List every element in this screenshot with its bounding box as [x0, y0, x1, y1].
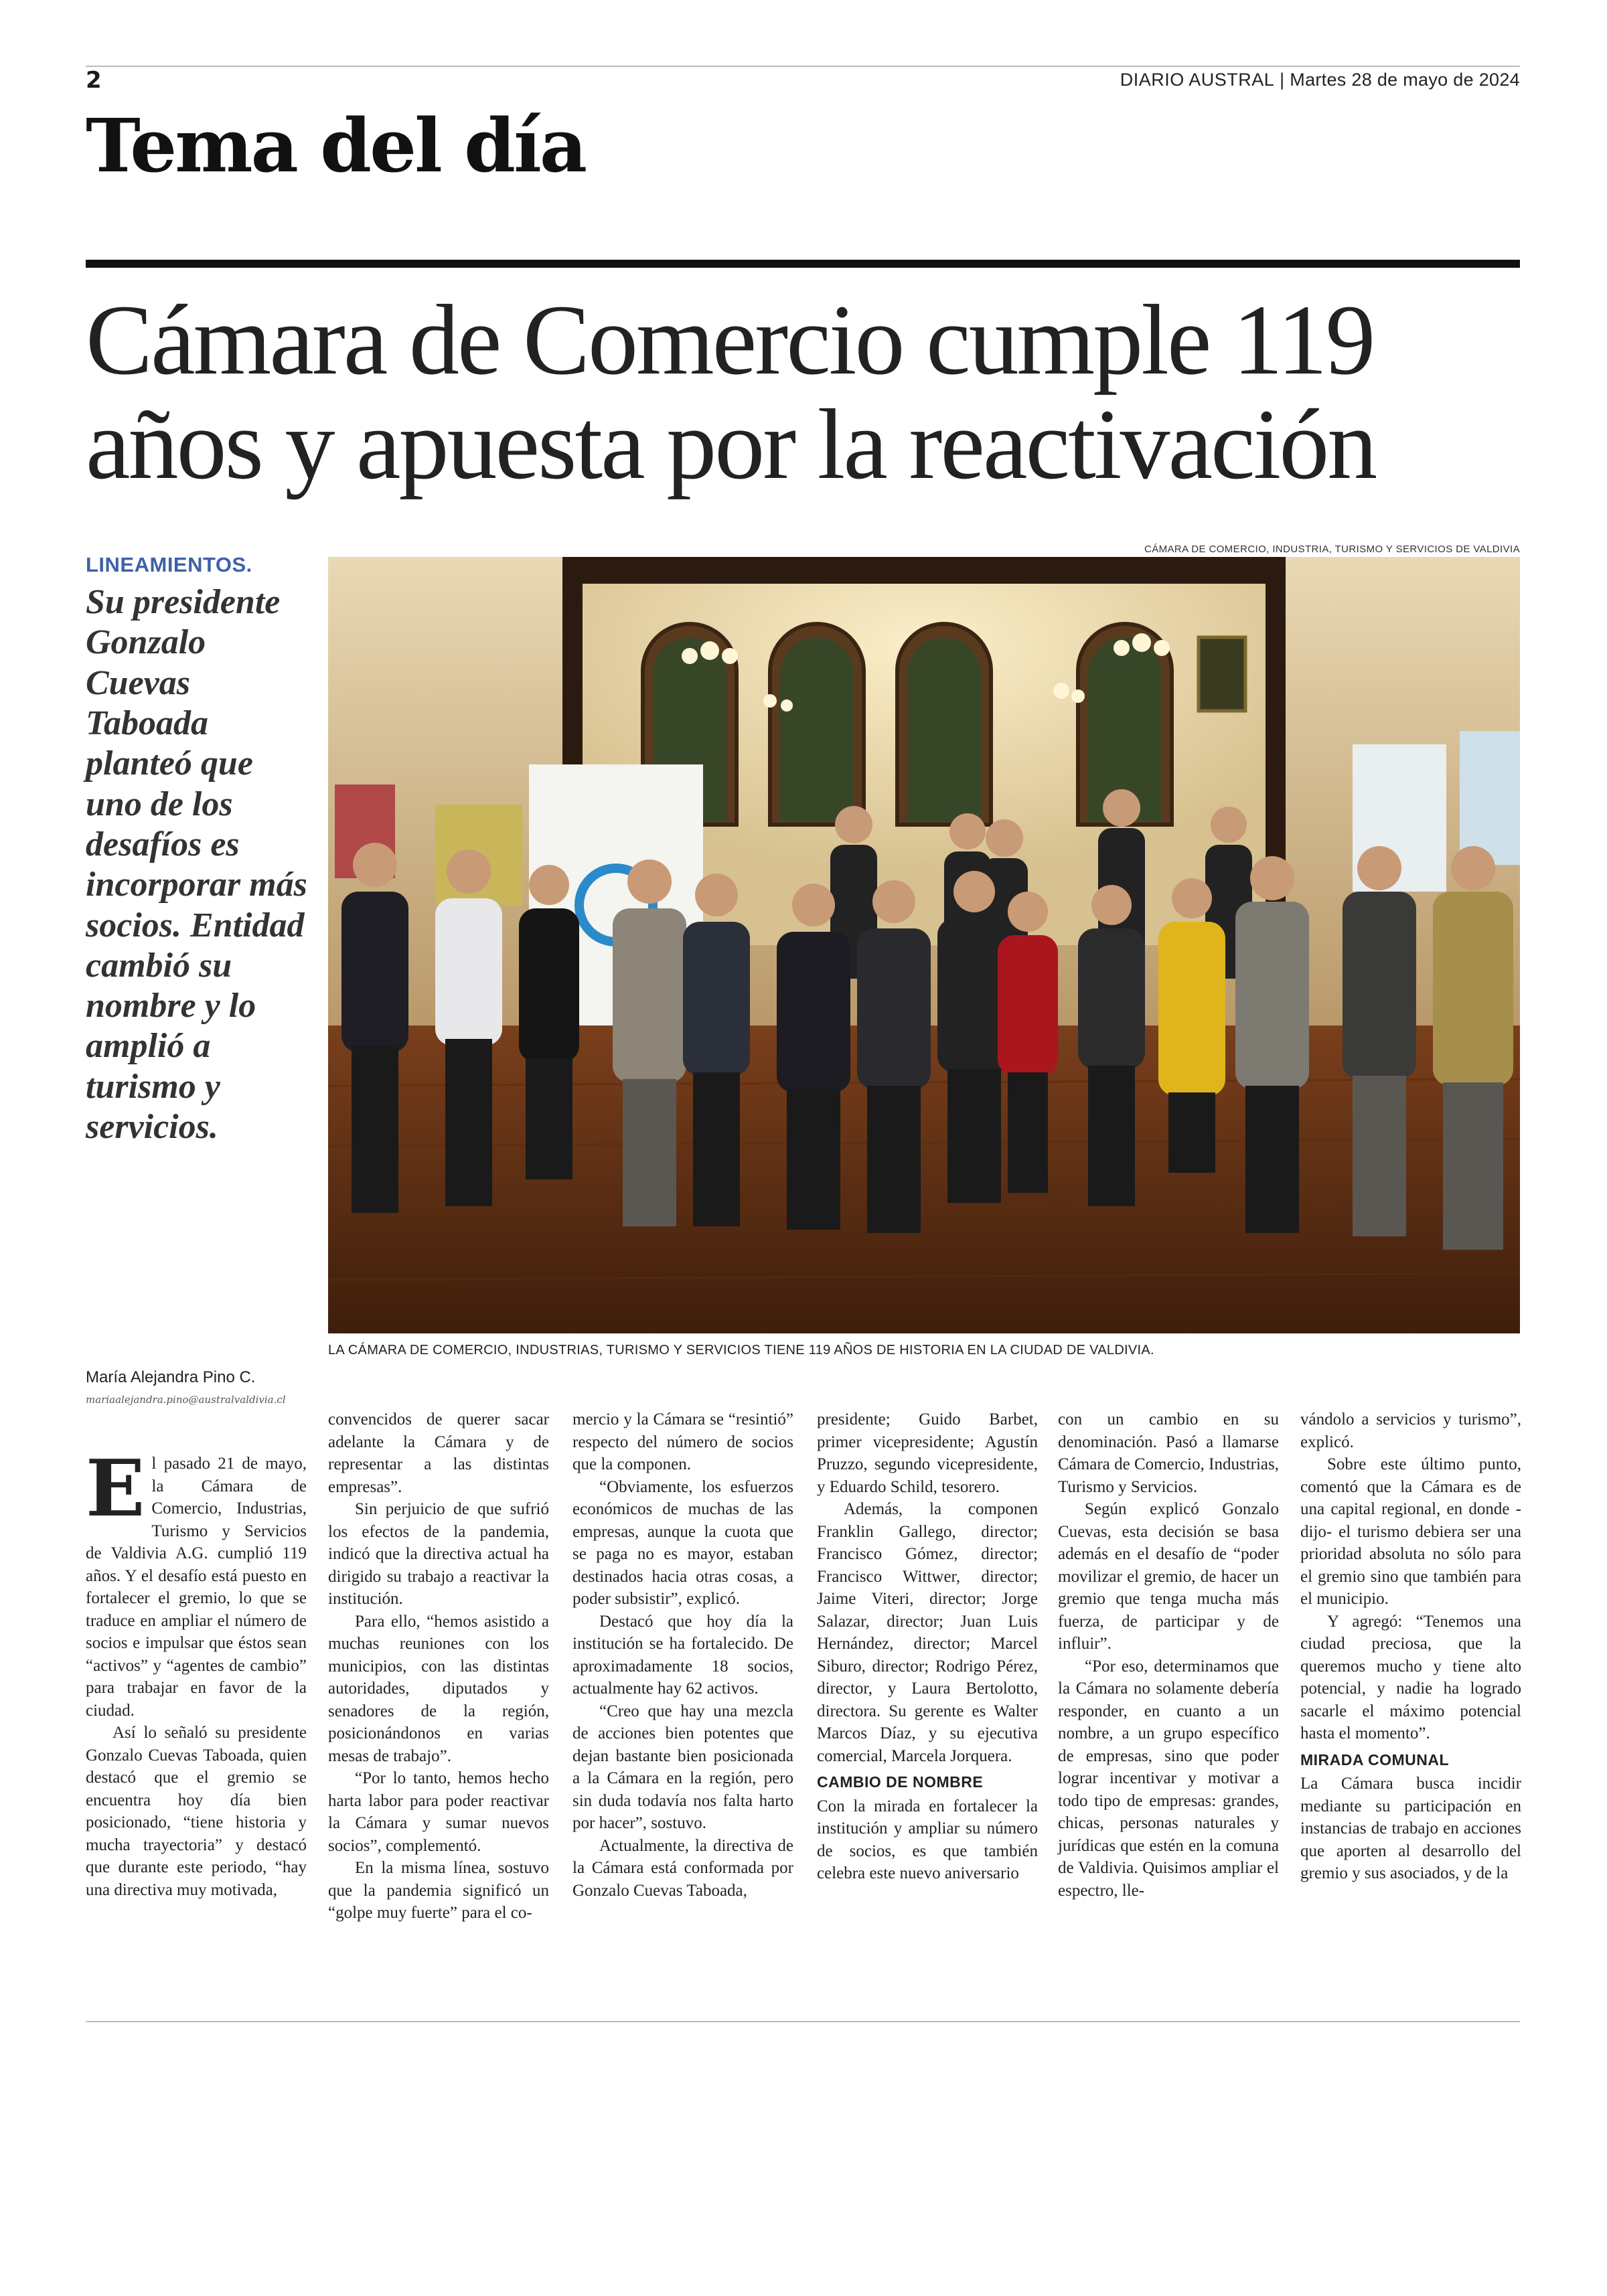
paragraph: Con la mirada en fortalecer la institución y ampliar su número de socios, es que también celebra este nuevo aniversario	[817, 1797, 1038, 1882]
paragraph: Así lo señaló su presidente Gonzalo Cuevas Taboada, quien destacó que el gremio se encuentra hoy día bien posicionado, “tiene historia y mucha trayectoria” y destacó que durante este periodo, “hay una directiva muy motivada,	[86, 1724, 307, 1899]
group-photo-illustration	[328, 557, 1520, 1333]
body-column-1	[86, 1443, 307, 1901]
subheading-mirada-comunal: MIRADA COMUNAL	[1300, 1750, 1450, 1769]
photo-credit: CÁMARA DE COMERCIO, INDUSTRIA, TURISMO Y SERVICIOS DE VALDIVIA	[1144, 544, 1520, 555]
paragraph: presidente; Guido Barbet, primer vicepresidente; Agustín Pruzzo, segundo vicepresidente, y Eduardo Schild, tesorero.	[817, 1410, 1038, 1496]
paragraph: Actualmente, la directiva de la Cámara está conformada por Gonzalo Cuevas Taboada,	[572, 1836, 793, 1900]
paragraph: vándolo a servicios y turismo”, explicó.	[1300, 1410, 1521, 1451]
group-photo	[328, 557, 1520, 1333]
paragraph: En la misma línea, sostuvo que la pandemia significó un “golpe muy fuerte” para el co-	[328, 1859, 549, 1922]
paragraph: Según explicó Gonzalo Cuevas, esta decisión se basa además en el desafío de “poder movilizar el gremio, de hacer un gremio que tenga mucha más fuerza, de participar y de influir”.	[1058, 1500, 1279, 1653]
paragraph: convencidos de querer sacar adelante la Cámara y de representar a las distintas empresas”.	[328, 1410, 549, 1496]
body-column-5	[1058, 1408, 1279, 1902]
body-column-2	[328, 1408, 549, 1924]
header-separator: |	[1280, 70, 1285, 90]
photo-caption: LA CÁMARA DE COMERCIO, INDUSTRIAS, TURISMO Y SERVICIOS TIENE 119 AÑOS DE HISTORIA EN LA CIUDAD DE VALDIVIA.	[328, 1343, 1154, 1358]
paragraph: con un cambio en su denominación. Pasó a llamarse Cámara de Comercio, Industrias, Turismo y Servicios.	[1058, 1410, 1279, 1496]
drop-cap: E	[86, 1443, 145, 1534]
publication-name: DIARIO AUSTRAL	[1120, 70, 1275, 90]
kicker: LINEAMIENTOS.	[86, 553, 252, 576]
top-rule	[86, 66, 1520, 67]
paragraph: Destacó que hoy día la institución se ha fortalecido. De aproximadamente 18 socios, actualmente hay 62 activos.	[572, 1612, 793, 1698]
paragraph: La Cámara busca incidir mediante su participación en instancias de trabajo en acciones que aporten al desarrollo del gremio y sus asociados, y de la	[1300, 1775, 1521, 1882]
page-number: 2	[86, 67, 102, 94]
paragraph: Además, la componen Franklin Gallego, director; Francisco Gómez, director; Francisco Wittwer, director; Jaime Viteri, director; Jorge Salazar, director; Juan Luis Hernández, director; Marcel Siburo, director; Rodrigo Pérez, director, y Laura Bertolotto, directora. Su gerente es Walter Marcos Díaz, y su ejecutiva comercial, Marcela Jorquera.	[817, 1500, 1038, 1765]
author-name: María Alejandra Pino C.	[86, 1368, 256, 1386]
paragraph: “Obviamente, los esfuerzos económicos de muchas de las empresas, aunque la cuota que se paga no es mayor, estaban destinados hacia otras cosas, a poder subsistir”, explicó.	[572, 1477, 793, 1608]
paragraph: “Por eso, determinamos que la Cámara no solamente debería responder, en cuanto a un nombre, a un grupo específico de empresas, sino que poder lograr incentivar y motivar a todo tipo de empresas: grandes, chicas, personas naturales y jurídicas que estén en la comuna de Valdivia. Quisimos ampliar el espectro, lle-	[1058, 1657, 1279, 1900]
headline: Cámara de Comercio cumple 119 años y apuesta por la reactivación	[86, 284, 1376, 500]
deck: Su presidente Gonzalo Cuevas Taboada planteó que uno de los desafíos es incorporar más socios. Entidad cambió su nombre y lo amplió a turismo y servicios.	[86, 583, 307, 1147]
body-column-6	[1300, 1408, 1521, 1885]
paragraph: Y agregó: “Tenemos una ciudad preciosa, que la queremos mucho y tiene alto potencial, y nadie ha logrado sacarle el máximo potencial hasta el momento”.	[1300, 1612, 1521, 1742]
publication-header	[1120, 70, 1520, 90]
body-column-4	[817, 1408, 1038, 1885]
paragraph: “Por lo tanto, hemos hecho harta labor para poder reactivar la Cámara y sumar nuevos socios”, complementó.	[328, 1769, 549, 1855]
paragraph: “Creo que hay una mezcla de acciones bien potentes que dejan bastante bien posicionada a la Cámara en la región, pero sin duda todavía nos falta harto por hacer”, sostuvo.	[572, 1702, 793, 1832]
bottom-rule	[86, 2021, 1520, 2022]
paragraph: Para ello, “hemos asistido a muchas reuniones con los municipios, con las distintas autoridades, diputados y senadores de la región, posicionándonos en varias mesas de trabajo”.	[328, 1612, 549, 1765]
paragraph: mercio y la Cámara se “resintió” respecto del número de socios que la componen.	[572, 1410, 793, 1473]
paragraph: Sin perjuicio de que sufrió los efectos de la pandemia, indicó que la directiva actual ha dirigido su trabajo a reactivar la institución.	[328, 1500, 549, 1608]
body-column-3	[572, 1408, 793, 1902]
paragraph: Sobre este último punto, comentó que la Cámara es de una capital regional, en donde -dijo- el turismo debiera ser una prioridad absoluta no sólo para el gremio sino que también para el municipio.	[1300, 1455, 1521, 1608]
paragraph: l pasado 21 de mayo, la Cámara de Comercio, Industrias, Turismo y Servicios de Valdivia A.G. cumplió 119 años. Y el desafío está puesto en fortalecer el gremio, lo que se traduce en ampliar el número de socios e impulsar que éstos sean “activos” y “agentes de cambio” para trabajar en favor de la ciudad.	[86, 1455, 307, 1720]
section-rule	[86, 260, 1520, 268]
author-email[interactable]: mariaalejandra.pino@australvaldivia.cl	[86, 1394, 286, 1406]
subheading-cambio-de-nombre: CAMBIO DE NOMBRE	[817, 1773, 984, 1791]
section-title: Tema del día	[86, 102, 586, 189]
publication-date: Martes 28 de mayo de 2024	[1290, 70, 1520, 90]
